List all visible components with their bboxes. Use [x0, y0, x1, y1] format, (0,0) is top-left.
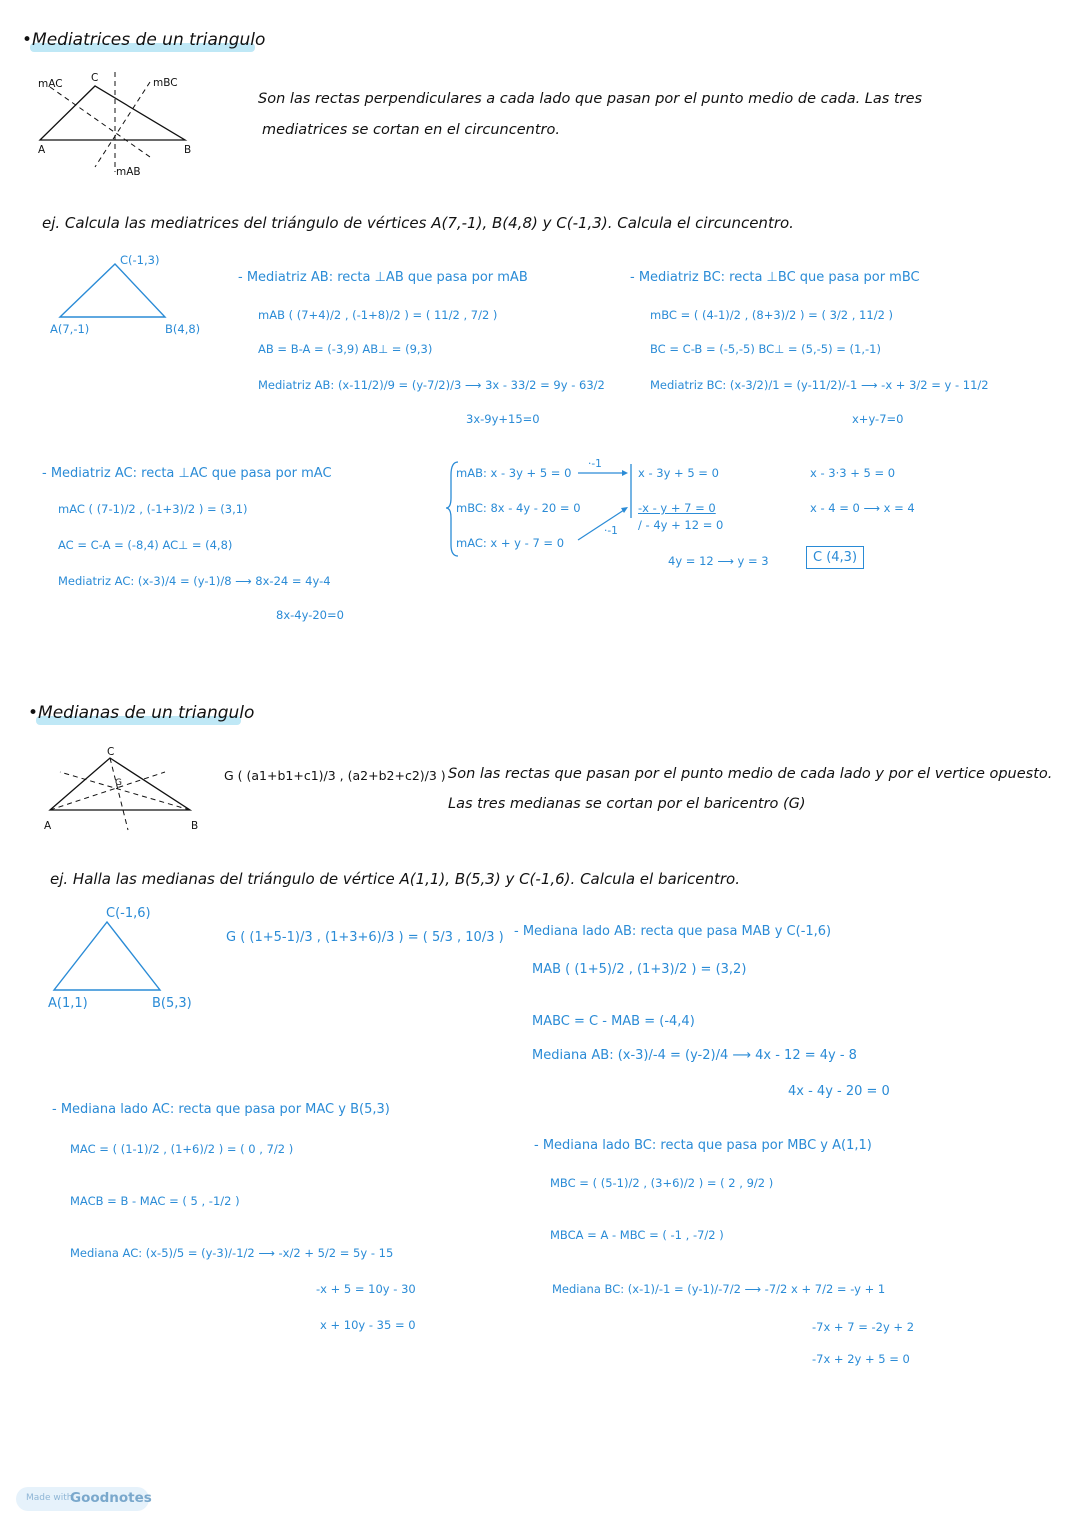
ex2-ab-eq: Mediana AB: (x-3)/-4 = (y-2)/4 ⟶ 4x - 12 = 4y - 8: [532, 1048, 857, 1063]
ex2-ac-midpoint: MAC = ( (1-1)/2 , (1+6)/2 ) = ( 0 , 7/2 ): [70, 1142, 294, 1156]
ex1-ab-result: 3x-9y+15=0: [466, 412, 540, 426]
label-mbc: mBC: [153, 77, 178, 89]
ex2-label-b: B(5,3): [152, 996, 192, 1011]
system-sub2: x - 4 = 0 ⟶ x = 4: [810, 501, 915, 515]
ex2-bc-r2: -7x + 2y + 5 = 0: [812, 1352, 910, 1366]
label-c: C: [91, 72, 99, 84]
section1-description-line2: mediatrices se cortan en el circuncentro.: [262, 122, 560, 138]
ex2-ab-midpoint: MAB ( (1+5)/2 , (1+3)/2 ) = (3,2): [532, 962, 747, 977]
example2-statement: ej. Halla las medianas del triángulo de vértice A(1,1), B(5,3) y C(-1,6). Calcula el baricentro.: [50, 870, 740, 888]
ex1-ab-vectors: AB = B-A = (-3,9) AB⊥ = (9,3): [258, 342, 433, 356]
ex1-bc-midpoint: mBC = ( (4-1)/2 , (8+3)/2 ) = ( 3/2 , 11/2 ): [650, 308, 894, 322]
section1-description-line1: Son las rectas perpendiculares a cada lado que pasan por el punto medio de cada. Las tres: [258, 91, 923, 107]
ex1-ac-midpoint: mAC ( (7-1)/2 , (-1+3)/2 ) = (3,1): [58, 502, 248, 516]
ex2-bc-eq: Mediana BC: (x-1)/-1 = (y-1)/-7/2 ⟶ -7/2 x + 7/2 = -y + 1: [552, 1282, 886, 1296]
example2-triangle: [52, 920, 182, 1000]
ex1-ac-vectors: AC = C-A = (-8,4) AC⊥ = (4,8): [58, 538, 233, 552]
system-brace2: [628, 462, 638, 522]
label-a: A: [38, 144, 46, 156]
circuncentro-answer: C (4,3): [806, 546, 864, 569]
made-with-label: Made with: [26, 1493, 73, 1503]
ex1-ac-heading: - Mediatriz AC: recta ⊥AC que pasa por mAC: [42, 466, 332, 481]
section1-title: •Mediatrices de un triangulo: [22, 30, 266, 50]
section2-description-line1: Son las rectas que pasan por el punto medio de cada lado y por el vertice opuesto.: [448, 766, 1053, 782]
ex2-bc-vector: MBCA = A - MBC = ( -1 , -7/2 ): [550, 1228, 724, 1242]
ex2-ab-vector: MABC = C - MAB = (-4,4): [532, 1014, 695, 1029]
ex2-ac-vector: MACB = B - MAC = ( 5 , -1/2 ): [70, 1194, 240, 1208]
ex2-label-a: A(1,1): [48, 996, 88, 1011]
system-r1: x - 3y + 5 = 0: [638, 466, 719, 480]
ex2-ac-r2: x + 10y - 35 = 0: [320, 1318, 416, 1332]
ex1-label-b: B(4,8): [165, 322, 201, 336]
med-label-b: B: [191, 820, 199, 832]
med-label-c: C: [107, 746, 115, 758]
system-r2: -x - y + 7 = 0: [638, 501, 716, 515]
label-b: B: [184, 144, 192, 156]
ex1-ab-eq: Mediatriz AB: (x-11/2)/9 = (y-7/2)/3 ⟶ 3x - 33/2 = 9y - 63/2: [258, 378, 605, 392]
ex1-ac-result: 8x-4y-20=0: [276, 608, 344, 622]
ex1-bc-result: x+y-7=0: [852, 412, 904, 426]
system-y-result: 4y = 12 ⟶ y = 3: [668, 554, 769, 568]
ex2-ab-heading: - Mediana lado AB: recta que pasa MAB y C(-1,6): [514, 924, 832, 939]
med-label-g: G: [115, 778, 122, 788]
ex2-label-c: C(-1,6): [106, 906, 151, 921]
ex2-ab-result: 4x - 4y - 20 = 0: [788, 1084, 890, 1099]
ex2-bc-midpoint: MBC = ( (5-1)/2 , (3+6)/2 ) = ( 2 , 9/2 ): [550, 1176, 774, 1190]
ex2-ac-eq: Mediana AC: (x-5)/5 = (y-3)/-1/2 ⟶ -x/2 + 5/2 = 5y - 15: [70, 1246, 394, 1260]
ex1-bc-vectors: BC = C-B = (-5,-5) BC⊥ = (5,-5) = (1,-1): [650, 342, 881, 356]
system-mult2: ·-1: [604, 525, 618, 537]
ex2-bc-r1: -7x + 7 = -2y + 2: [812, 1320, 915, 1334]
ex2-baricentro: G ( (1+5-1)/3 , (1+3+6)/3 ) = ( 5/3 , 10/3 ): [226, 930, 504, 945]
system-sub1: x - 3·3 + 5 = 0: [810, 466, 896, 480]
med-label-a: A: [44, 820, 52, 832]
system-r3: / - 4y + 12 = 0: [638, 518, 724, 532]
ex1-ab-heading: - Mediatriz AB: recta ⊥AB que pasa por mAB: [238, 270, 528, 285]
system-line1: mAB: x - 3y + 5 = 0: [456, 466, 572, 480]
ex2-ac-r1: -x + 5 = 10y - 30: [316, 1282, 416, 1296]
baricentro-formula: G ( (a1+b1+c1)/3 , (a2+b2+c2)/3 ): [224, 768, 446, 783]
ex1-label-a: A(7,-1): [50, 322, 90, 336]
label-mab: mAB: [116, 166, 141, 178]
ex2-ac-heading: - Mediana lado AC: recta que pasa por MAC y B(5,3): [52, 1102, 390, 1117]
goodnotes-logo: Goodnotes: [70, 1490, 152, 1506]
system-mult1: ·-1: [588, 458, 602, 470]
example1-statement: ej. Calcula las mediatrices del triángulo de vértices A(7,-1), B(4,8) y C(-1,3). Calcula el circuncentro.: [42, 214, 794, 232]
section2-title: •Medianas de un triangulo: [28, 703, 255, 723]
goodnotes-badge[interactable]: [16, 1487, 152, 1511]
ex1-ac-eq: Mediatriz AC: (x-3)/4 = (y-1)/8 ⟶ 8x-24 = 4y-4: [58, 574, 331, 588]
system-line3: mAC: x + y - 7 = 0: [456, 536, 565, 550]
ex1-bc-heading: - Mediatriz BC: recta ⊥BC que pasa por mBC: [630, 270, 920, 285]
section2-description-line2: Las tres medianas se cortan por el baricentro (G): [448, 796, 806, 812]
ex1-label-c: C(-1,3): [120, 253, 160, 267]
ex1-ab-midpoint: mAB ( (7+4)/2 , (-1+8)/2 ) = ( 11/2 , 7/2 ): [258, 308, 498, 322]
label-mac: mAC: [38, 78, 63, 90]
ex1-bc-eq: Mediatriz BC: (x-3/2)/1 = (y-11/2)/-1 ⟶ -x + 3/2 = y - 11/2: [650, 378, 989, 392]
ex2-bc-heading: - Mediana lado BC: recta que pasa por MBC y A(1,1): [534, 1138, 872, 1153]
system-line2: mBC: 8x - 4y - 20 = 0: [456, 501, 581, 515]
